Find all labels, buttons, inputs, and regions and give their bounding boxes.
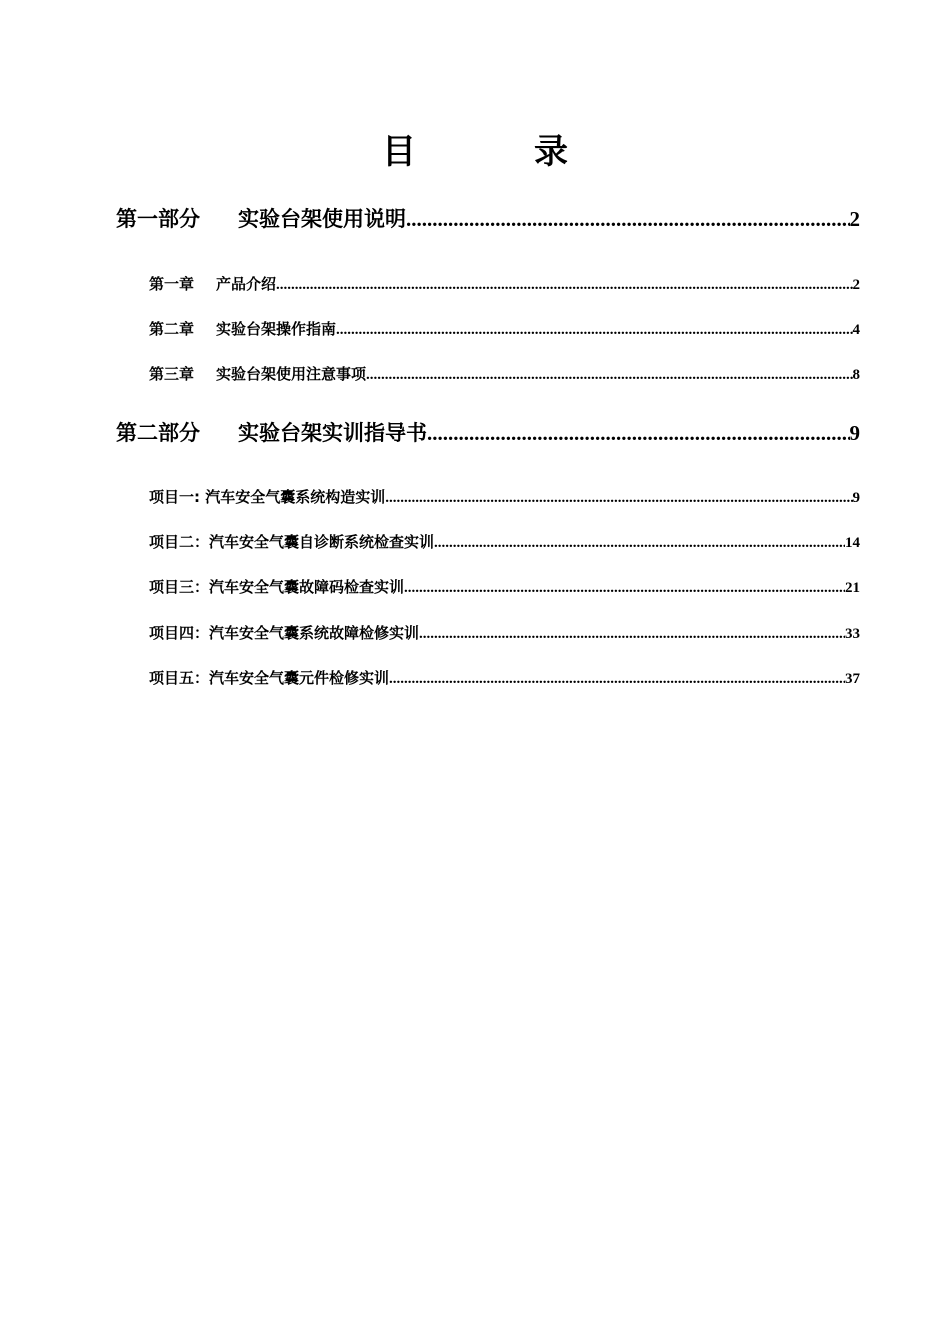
toc-page-number: 37 [845,671,860,687]
toc-page-number: 8 [852,367,860,383]
toc-page-number: 2 [852,277,860,293]
toc-page-number: 33 [845,626,860,642]
toc-leader-dots [385,487,852,509]
toc-project-title: 项目四：汽车安全气囊系统故障检修实训 [149,624,420,642]
toc-leader-dots [419,623,845,645]
toc-part-number: 第一部分 [116,207,200,231]
toc-project-title: 项目五：汽车安全气囊元件检修实训 [149,669,390,687]
toc-leader-dots [427,418,850,448]
toc-page-number: 2 [849,207,860,231]
toc-part-number: 第二部分 [116,421,200,445]
toc-entry-project-2[interactable] [149,531,860,554]
toc-chapter-title: 实验台架操作指南 [216,320,337,338]
toc-entry-part-1[interactable] [116,204,860,234]
toc-project-title: 项目三：汽车安全气囊故障码检查实训 [149,578,405,596]
toc-page-number: 9 [852,490,860,506]
toc-heading [0,128,950,176]
toc-chapter-title: 产品介绍 [216,275,277,293]
toc-entry-project-4[interactable] [149,622,860,645]
toc-chapter-number: 第二章 [149,320,195,338]
toc-leader-dots [276,274,852,296]
toc-chapter-title: 实验台架使用注意事项 [216,365,367,383]
toc-part-title: 实验台架使用说明 [238,207,406,231]
toc-leader-dots [434,532,845,554]
toc-leader-dots [389,668,845,690]
toc-part-title: 实验台架实训指导书 [238,421,427,445]
toc-entry-chapter-1[interactable] [149,273,860,296]
toc-entry-chapter-3[interactable] [149,363,860,386]
toc-leader-dots [404,577,845,599]
toc-entry-project-1[interactable] [149,486,860,509]
toc-leader-dots [336,319,852,341]
toc-project-title: 项目二：汽车安全气囊自诊断系统检查实训 [149,533,435,551]
toc-entry-project-3[interactable] [149,576,860,599]
toc-page-number: 4 [852,322,860,338]
toc-chapter-number: 第一章 [149,275,195,293]
toc-entry-part-2[interactable] [116,418,860,448]
toc-entry-project-5[interactable] [149,667,860,690]
toc-project-title: 项目一: 汽车安全气囊系统构造实训 [149,488,386,506]
toc-chapter-number: 第三章 [149,365,195,383]
toc-heading-char-2: 录 [534,132,568,172]
toc-page-number: 21 [845,580,860,596]
toc-heading-char-1: 目 [382,132,416,172]
toc-page-number: 14 [845,535,860,551]
toc-leader-dots [366,364,852,386]
toc-page-number: 9 [849,421,860,445]
toc-leader-dots [406,204,850,234]
toc-entry-chapter-2[interactable] [149,318,860,341]
